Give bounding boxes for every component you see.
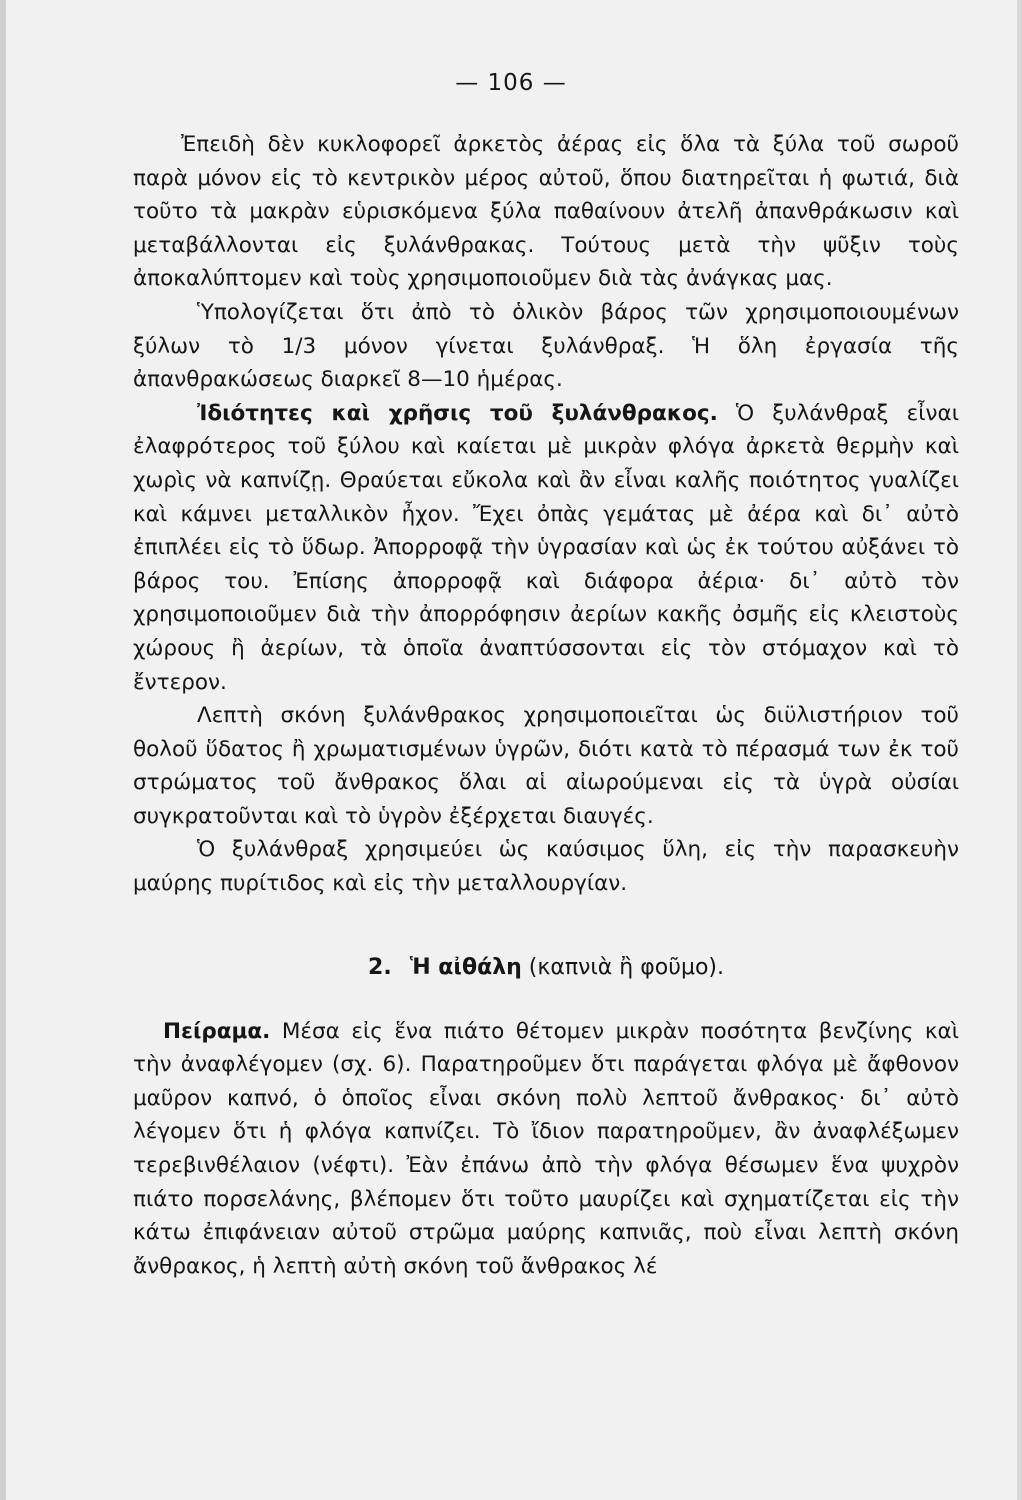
paragraph-experiment [133,1015,959,1284]
section-heading [133,951,959,985]
section-subtitle: (καπνιὰ ἢ φοῦμο). [528,954,724,980]
page-edge-right [1017,0,1022,1500]
experiment-text: Μέσα εἰς ἕνα πιάτο θέτομεν μικρὰν ποσότητα βενζίνης καὶ τὴν ἀναφλέγομεν (σχ. 6). Παρατηροῦμεν ὅτι παράγεται φλόγα μὲ ἄφθονον μαῦρον καπνό, ὁ ὁποῖος εἶναι σκόνη πολὺ λεπτοῦ ἄνθρακος· δι᾽ αὐτὸ λέγομεν ὅτι ἡ φλόγα καπνίζει. Τὸ ἴδιον παρατηροῦμεν, ἂν ἀναφλέξωμεν τερεβινθέλαιον (νέφτι). Ἐὰν ἐπάνω ἀπὸ τὴν φλόγα θέσωμεν ἕνα ψυχρὸν πιάτο πορσελάνης, βλέπομεν ὅτι τοῦτο μαυρίζει καὶ σχηματίζεται εἰς τὴν κάτω ἐπιφάνειαν αὐτοῦ στρῶμα μαύρης καπνιᾶς, ποὺ εἶναι λεπτὴ σκόνη ἄνθρακος, ἡ λεπτὴ αὐτὴ σκόνη τοῦ ἄνθρακος λέ [133,1018,959,1279]
properties-lead: Ἰδιότητες καὶ χρῆσις τοῦ ξυλάνθρακος. [197,400,718,426]
page-number: — 106 — [455,70,567,96]
properties-text: Ὁ ξυλάνθραξ εἶναι ἐλαφρότερος τοῦ ξύλου καὶ καίεται μὲ μικρὰν φλόγα ἀρκετὰ θερμὴν καὶ χωρὶς νὰ καπνίζῃ. Θραύεται εὔκολα καὶ ἂν εἶναι καλῆς ποιότητος γυαλίζει καὶ κάμνει μεταλλικὸν ἦχον. Ἔχει ὀπὰς γεμάτας μὲ ἀέρα καὶ δι᾽ αὐτὸ ἐπιπλέει εἰς τὸ ὕδωρ. Ἀπορροφᾷ τὴν ὑγρασίαν καὶ ὡς ἐκ τούτου αὐξάνει τὸ βάρος του. Ἐπίσης ἀπορροφᾷ καὶ διάφορα ἀέρια· δι᾽ αὐτὸ τὸν χρησιμοποιοῦμεν διὰ τὴν ἀπορρόφησιν ἀερίων κακῆς ὀσμῆς εἰς κλειστοὺς χώρους ἢ ἀερίων, τὰ ὁποῖα ἀναπτύσσονται εἰς τὸν στόμαχον καὶ τὸ ἔντερον. [133,400,959,695]
paragraph-filtering: Λεπτὴ σκόνη ξυλάνθρακος χρησιμοποιεῖται ὡς διϋλιστήριον τοῦ θολοῦ ὕδατος ἢ χρωματισμένων ὑγρῶν, διότι κατὰ τὸ πέρασμά των ἐκ τοῦ στρώματος τοῦ ἄνθρακος ὅλαι αἱ αἰωρούμεναι εἰς τὰ ὑγρὰ οὐσίαι συγκρατοῦνται καὶ τὸ ὑγρὸν ἐξέρχεται διαυγές. [133,703,959,829]
paragraph-properties [133,397,959,699]
page-edge-left [0,0,6,1500]
paragraph-uses: Ὁ ξυλάνθραξ χρησιμεύει ὡς καύσιμος ὕλη, εἰς τὴν παρασκευὴν μαύρης πυρίτιδος καὶ εἰς τὴν μεταλλουργίαν. [133,837,959,897]
experiment-lead: Πείραμα. [163,1018,271,1044]
paragraph-uneven-carbonization: Ἐπειδὴ δὲν κυκλοφορεῖ ἀρκετὸς ἀέρας εἰς ὅλα τὰ ξύλα τοῦ σωροῦ παρὰ μόνον εἰς τὸ κεντρικὸν μέρος αὐτοῦ, ὅπου διατηρεῖται ἡ φωτιά, διὰ τοῦτο τὰ μακρὰν εὑρισκόμενα ξύλα παθαίνουν ἀτελῆ ἀπανθράκωσιν καὶ μεταβάλλονται εἰς ξυλάνθρακας. Τούτους μετὰ τὴν ψῦξιν τοὺς ἀποκαλύπτομεν καὶ τοὺς χρησιμοποιοῦμεν διὰ τὰς ἀνάγκας μας. [133,132,959,292]
section-title: Ἡ αἰθάλη [409,954,522,980]
section-number: 2. [368,954,392,980]
paragraph-yield: Ὑπολογίζεται ὅτι ἀπὸ τὸ ὁλικὸν βάρος τῶν χρησιμοποιουμένων ξύλων τὸ 1/3 μόνον γίνεται ξυλάνθραξ. Ἡ ὅλη ἐργασία τῆς ἀπανθρακώσεως διαρκεῖ 8—10 ἡμέρας. [133,299,959,393]
page-body [133,128,959,1283]
